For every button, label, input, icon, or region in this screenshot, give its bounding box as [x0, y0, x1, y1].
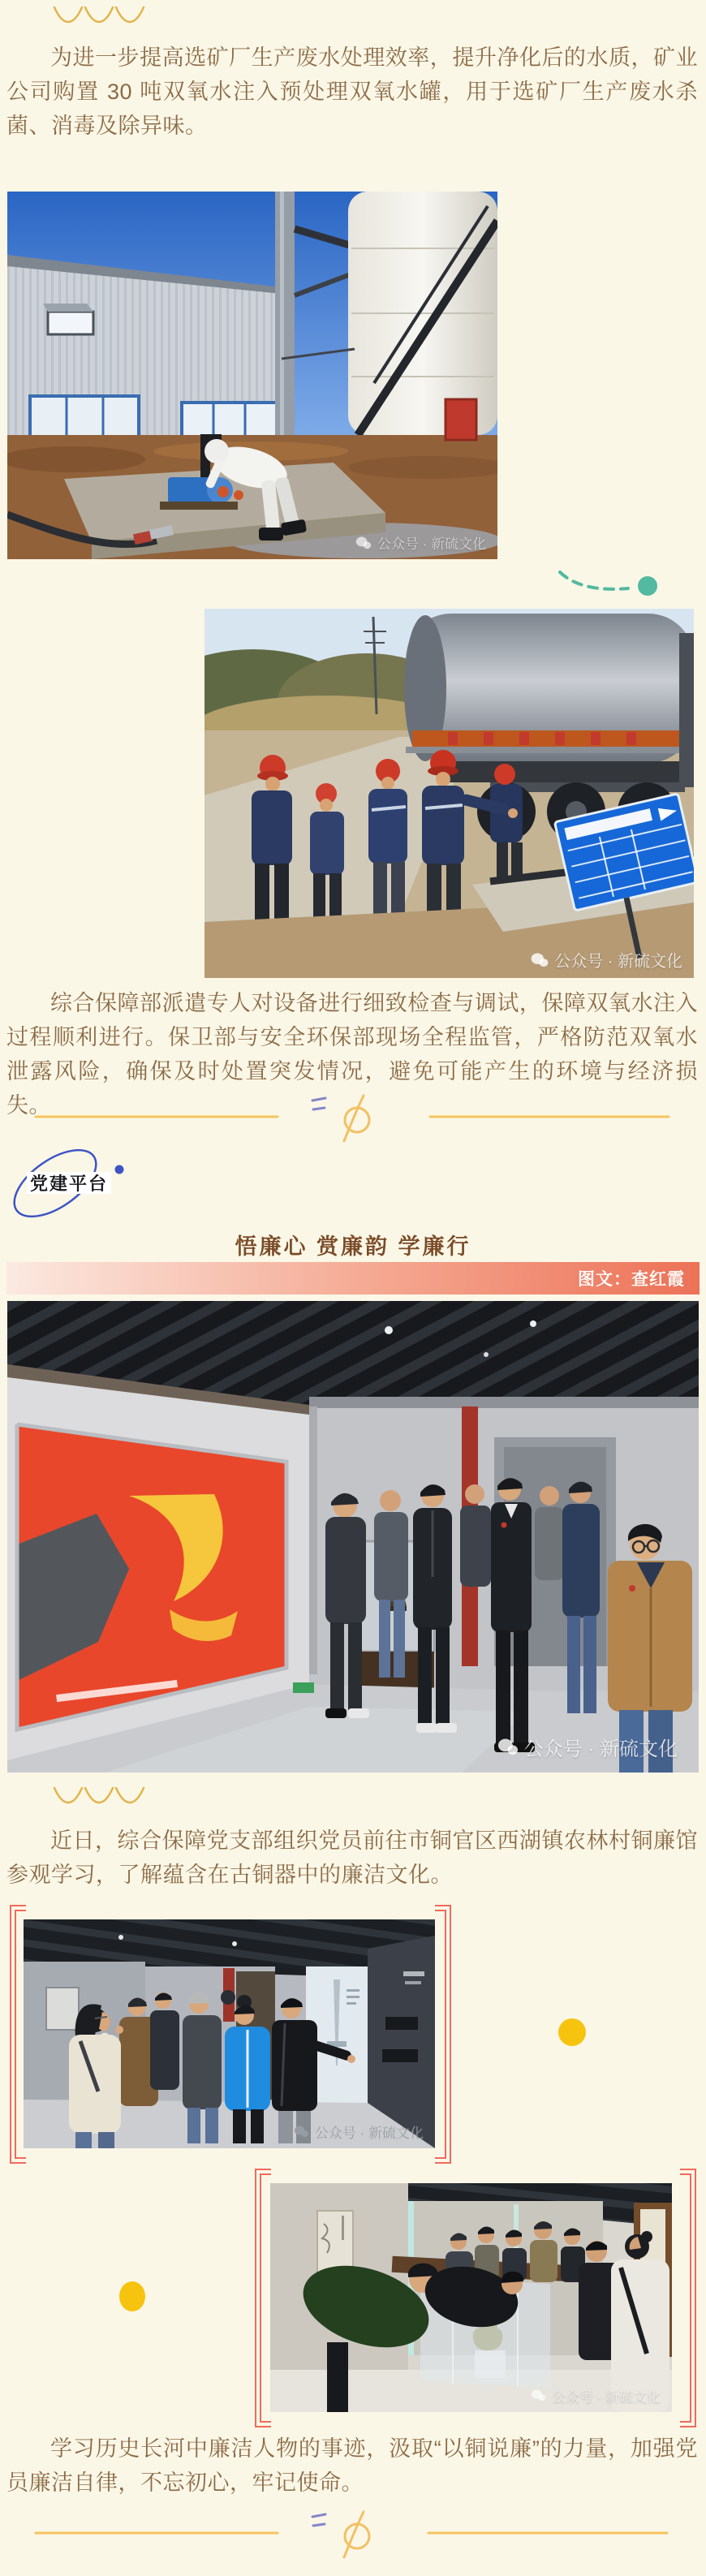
photo-watermark: 公众号 · 新硫文化 [294, 2122, 424, 2142]
photo-watermark: 公众号 · 新硫文化 [355, 532, 486, 553]
exhibition-hall-scene [7, 1301, 699, 1773]
wechat-icon [531, 2389, 546, 2402]
photo-tanker-scene [204, 609, 694, 978]
paragraph-equipment-check: 综合保障部派遣专人对设备进行细致检查与调试，保障双氧水注入过程顺利进行。保卫部与安全环保部现场全程监管，严格防范双氧水泄露风险，确保及时处置突发情况，避免可能产生的环境与经济损失。 [6, 991, 698, 1118]
party-badge-label: 党建平台 [27, 1172, 111, 1194]
paragraph-museum-visit: 近日，综合保障党支部组织党员前往市铜官区西湖镇农林村铜廉馆参观学习，了解蕴含在古铜器中的廉洁文化。 [6, 1829, 698, 1887]
wechat-icon [531, 953, 549, 967]
wechat-icon [294, 2126, 309, 2138]
photo-peroxide-tank-worker-scene [7, 192, 497, 559]
paragraph-integrity-lesson: 学习历史长河中廉洁人物的事迹，汲取“以铜说廉”的力量，加强党员廉洁自律，不忘初心，牢记使命。 [6, 2436, 698, 2495]
photo-party-exhibition-hall[interactable] [7, 1301, 699, 1773]
photo-display-case-visit[interactable] [270, 2183, 672, 2412]
photo-tanker-truck-inspection[interactable] [204, 609, 694, 978]
byline-text: 图文：查红霞 [578, 1270, 685, 1289]
display-case-scene [270, 2183, 672, 2412]
yellow-dot-decoration [558, 2018, 586, 2046]
byline-bar [6, 1262, 700, 1294]
museum-group-scene [24, 1919, 435, 2148]
photo-peroxide-tank-worker[interactable] [7, 192, 497, 559]
divider-loop-icon [344, 2512, 369, 2557]
section-title: 悟廉心 赏廉韵 学廉行 [235, 1234, 471, 1259]
photo-watermark: 公众号 · 新硫文化 [531, 948, 682, 971]
photo-watermark: 公众号 · 新硫文化 [531, 2385, 661, 2406]
teal-dashed-arc [557, 568, 635, 597]
teal-dot [638, 576, 657, 596]
yellow-dot-decoration [119, 2281, 145, 2311]
swirl-decoration-top [52, 5, 146, 24]
photo-bronze-museum-group[interactable] [24, 1919, 435, 2148]
section-divider [0, 2510, 706, 2561]
divider-loop-icon [344, 1096, 369, 1141]
party-badge-dot [115, 1165, 124, 1174]
photo-watermark: 公众号 · 新硫文化 [497, 1733, 678, 1761]
wechat-icon [355, 536, 372, 549]
paragraph-peroxide-purchase: 为进一步提高选矿厂生产废水处理效率，提升净化后的水质，矿业公司购置 30 吨双氧水注入预处理双氧水罐，用于选矿厂生产废水杀菌、消毒及除异味。 [6, 45, 698, 138]
swirl-decoration-middle [52, 1786, 146, 1805]
section-divider [0, 1094, 706, 1144]
wechat-icon [497, 1738, 519, 1755]
